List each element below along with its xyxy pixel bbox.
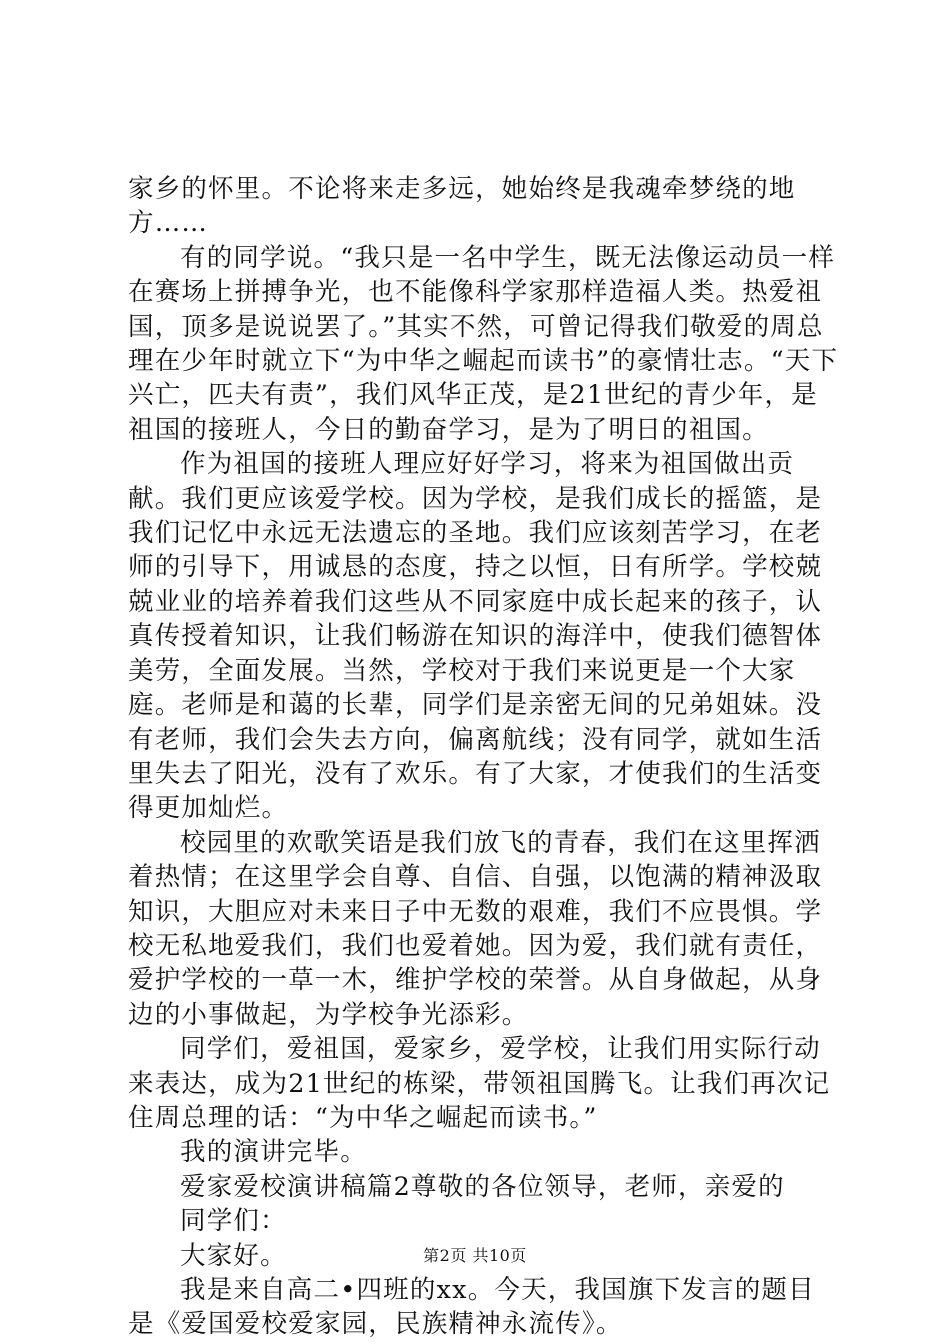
paragraph-8: 同学们： <box>180 1206 287 1237</box>
paragraph-9: 大家好。 <box>180 1240 287 1271</box>
paragraph-1: 家乡的怀里。不论将来走多远，她始终是我魂牵梦绕的地方…… <box>128 174 796 239</box>
paragraph-5: 同学们，爱祖国，爱家乡，爱学校，让我们用实际行动来表达，成为21世纪的栋梁，带领祖国腾飞。让我们再次记住周总理的话：“为中华之崛起而读书。” <box>128 1034 831 1133</box>
paragraph-7: 爱家爱校演讲稿篇2尊敬的各位领导，老师，亲爱的 <box>180 1171 785 1202</box>
paragraph-2: 有的同学说。“我只是一名中学生，既无法像运动员一样在赛场上拼搏争光，也不能像科学家那样造福人类。热爱祖国，顶多是说说罢了。”其实不然，可曾记得我们敬爱的周总理在少年时就立下“为中华之崛起而读书”的豪情壮志。“天下兴亡，匹夫有责”，我们风华正茂，是21世纪的青少年，是祖国的接班人，今日的勤奋学习，是为了明日的祖国。 <box>128 242 839 445</box>
paragraph-10: 我是来自高二•四班的xx。今天，我国旗下发言的题目是《爱国爱校爱家园，民族精神永流传》。 <box>128 1275 815 1340</box>
paragraph-4: 校园里的欢歌笑语是我们放飞的青春，我们在这里挥洒着热情；在这里学会自尊、自信、自强，以饱满的精神汲取知识，大胆应对未来日子中无数的艰难，我们不应畏惧。学校无私地爱我们，我们也爱着她。因为爱，我们就有责任，爱护学校的一草一木，维护学校的荣誉。从自身做起，从身边的小事做起，为学校争光添彩。 <box>128 827 823 1030</box>
paragraph-6: 我的演讲完毕。 <box>180 1137 367 1168</box>
page-footer: 第2页 共10页 <box>423 1246 527 1265</box>
document-body <box>128 172 840 1342</box>
paragraph-3: 作为祖国的接班人理应好好学习，将来为祖国做出贡献。我们更应该爱学校。因为学校，是我们成长的摇篮，是我们记忆中永远无法遗忘的圣地。我们应该刻苦学习，在老师的引导下，用诚恳的态度，持之以恒，日有所学。学校兢兢业业的培养着我们这些从不同家庭中成长起来的孩子，认真传授着知识，让我们畅游在知识的海洋中，使我们德智体美劳，全面发展。当然，学校对于我们来说更是一个大家庭。老师是和蔼的长辈，同学们是亲密无间的兄弟姐妹。没有老师，我们会失去方向，偏离航线；没有同学，就如生活里失去了阳光，没有了欢乐。有了大家，才使我们的生活变得更加灿烂。 <box>128 449 823 824</box>
